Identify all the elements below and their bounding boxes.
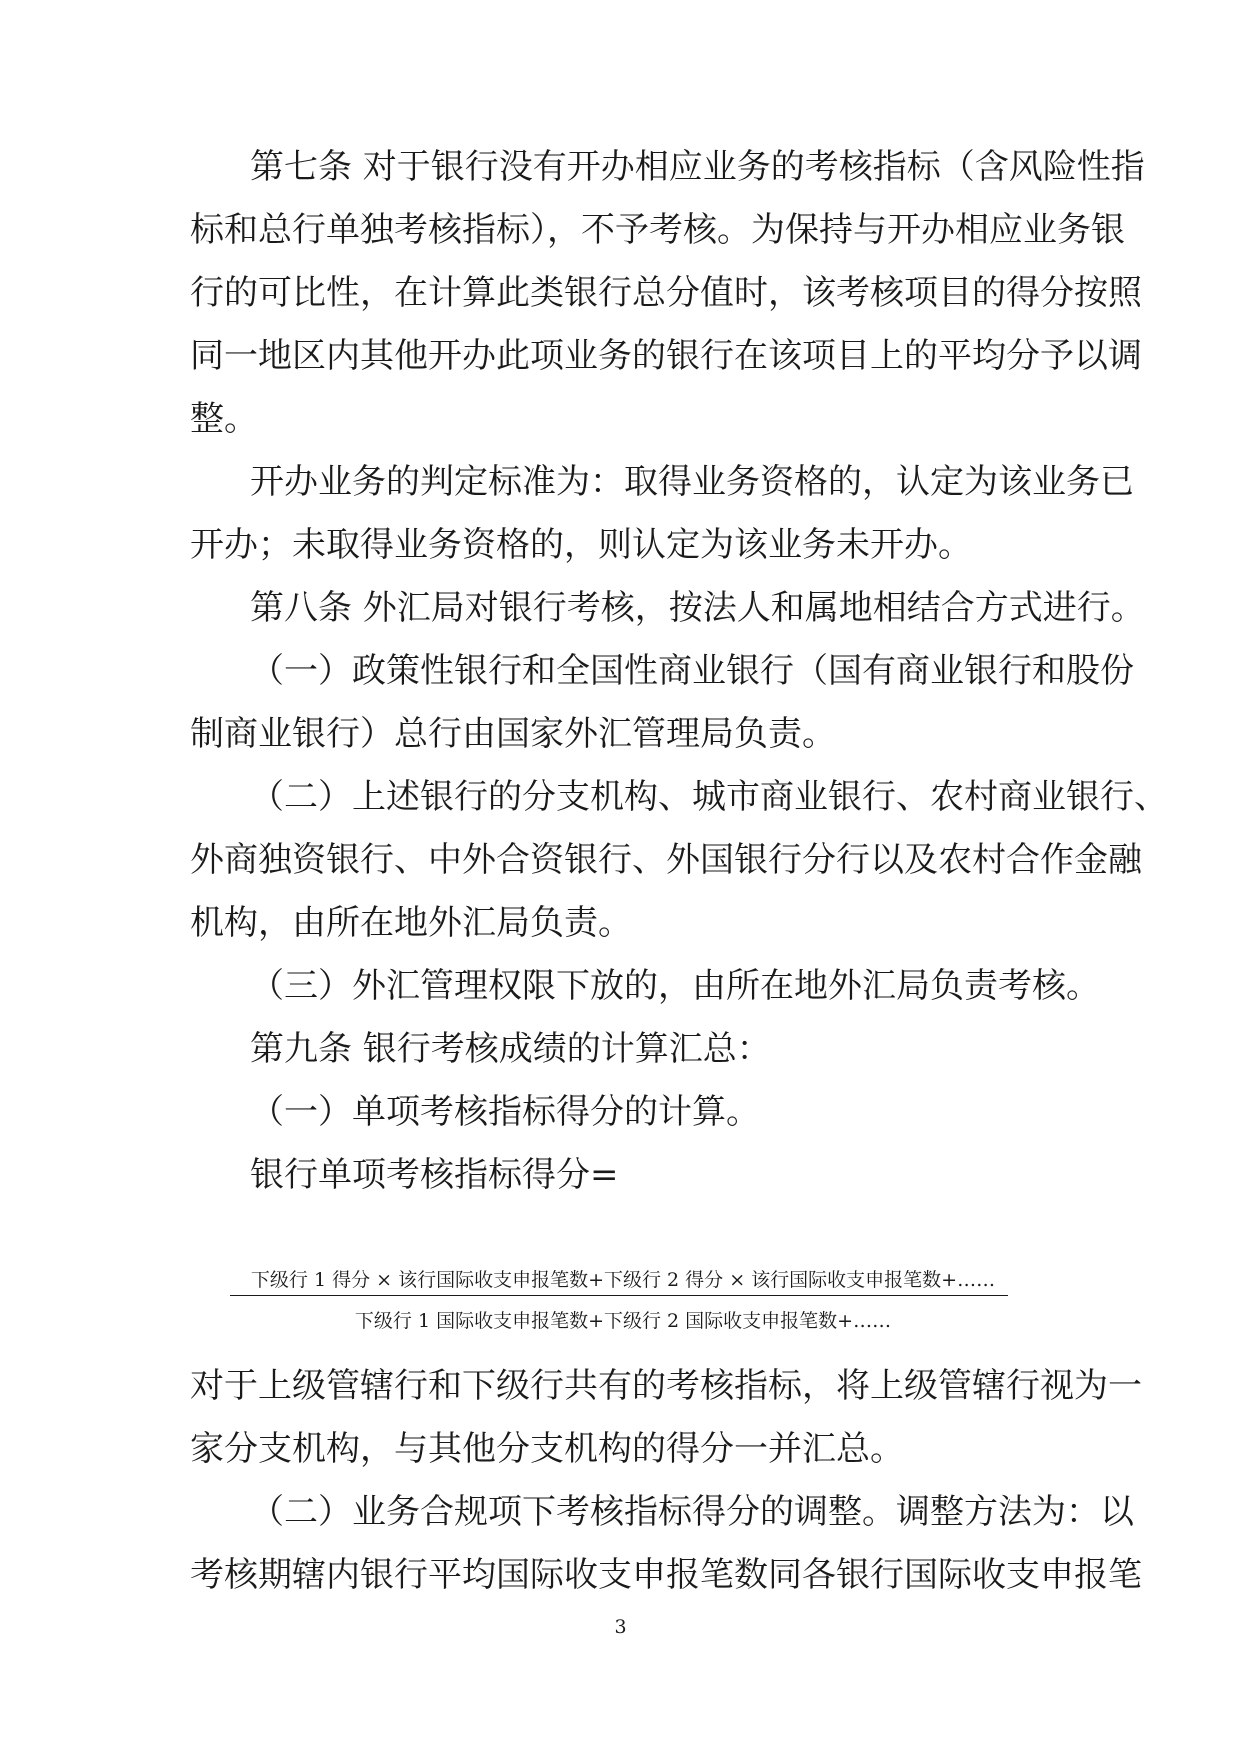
formula-fraction-bar	[230, 1295, 1008, 1296]
formula-numerator: 下级行 1 得分 × 该行国际收支申报笔数+下级行 2 得分 × 该行国际收支申报笔数+……	[250, 1269, 996, 1291]
paragraph-item-2-line-1: （二）上述银行的分支机构、城市商业银行、农村商业银行、	[250, 777, 1168, 817]
paragraph-item-2b-line-1: （二）业务合规项下考核指标得分的调整。调整方法为：以	[250, 1492, 1134, 1532]
paragraph-item-2-line-3: 机构，由所在地外汇局负责。	[190, 903, 632, 943]
paragraph-article-8-line-1: 第八条 外汇局对银行考核，按法人和属地相结合方式进行。	[250, 588, 1145, 628]
paragraph-aggregation-line-1: 对于上级管辖行和下级行共有的考核指标，将上级管辖行视为一	[190, 1366, 1142, 1406]
paragraph-item-2b-line-2: 考核期辖内银行平均国际收支申报笔数同各银行国际收支申报笔	[190, 1555, 1142, 1595]
page-number: 3	[614, 1616, 627, 1638]
paragraph-article-9-line-1: 第九条 银行考核成绩的计算汇总：	[250, 1029, 771, 1069]
formula-label: 银行单项考核指标得分=	[250, 1155, 619, 1195]
paragraph-criteria-line-2: 开办；未取得业务资格的，则认定为该业务未开办。	[190, 525, 972, 565]
paragraph-article-9-item-1: （一）单项考核指标得分的计算。	[250, 1092, 760, 1132]
paragraph-criteria-line-1: 开办业务的判定标准为：取得业务资格的，认定为该业务已	[250, 462, 1134, 502]
paragraph-item-1-line-2: 制商业银行）总行由国家外汇管理局负责。	[190, 714, 836, 754]
paragraph-article-7-line-2: 标和总行单独考核指标），不予考核。为保持与开办相应业务银	[190, 210, 1125, 250]
paragraph-item-2-line-2: 外商独资银行、中外合资银行、外国银行分行以及农村合作金融	[190, 840, 1142, 880]
paragraph-article-7-line-3: 行的可比性，在计算此类银行总分值时，该考核项目的得分按照	[190, 273, 1142, 313]
paragraph-article-7-line-4: 同一地区内其他开办此项业务的银行在该项目上的平均分予以调	[190, 336, 1142, 376]
paragraph-article-7-line-1: 第七条 对于银行没有开办相应业务的考核指标（含风险性指	[250, 147, 1145, 187]
paragraph-item-1-line-1: （一）政策性银行和全国性商业银行（国有商业银行和股份	[250, 651, 1134, 691]
paragraph-aggregation-line-2: 家分支机构，与其他分支机构的得分一并汇总。	[190, 1429, 904, 1469]
paragraph-item-3-line-1: （三）外汇管理权限下放的，由所在地外汇局负责考核。	[250, 966, 1100, 1006]
paragraph-article-7-line-5: 整。	[190, 399, 258, 439]
formula-denominator: 下级行 1 国际收支申报笔数+下级行 2 国际收支申报笔数+……	[354, 1310, 892, 1332]
